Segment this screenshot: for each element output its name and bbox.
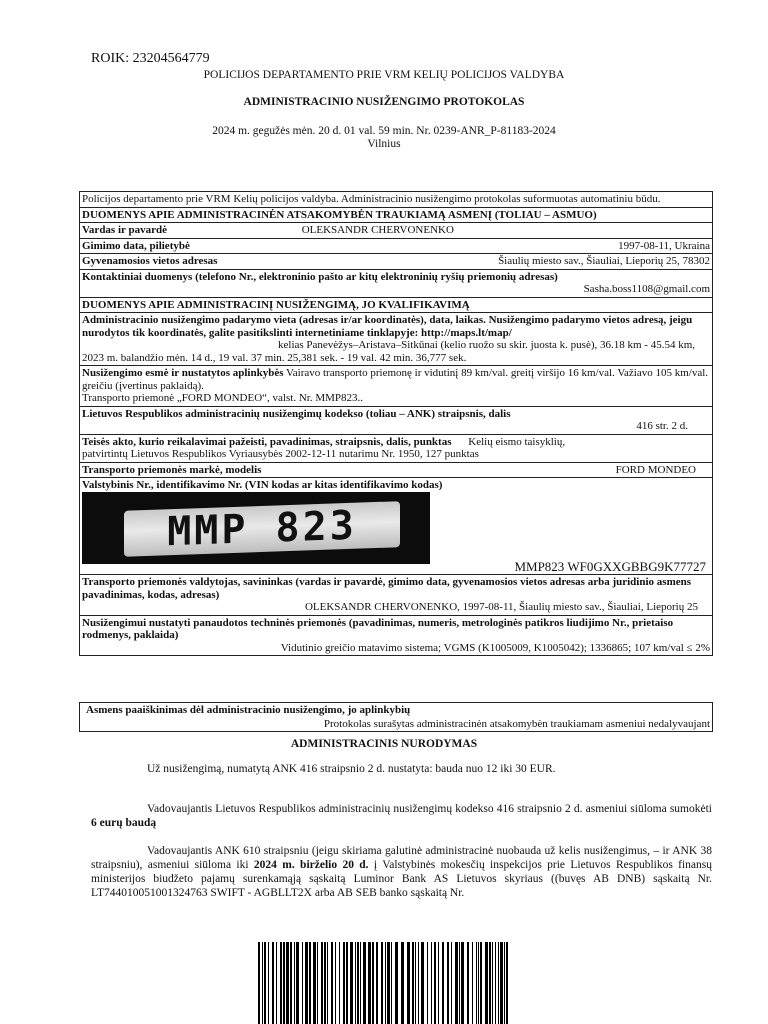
- barcode-bar: [321, 942, 323, 1024]
- license-plate-photo: [82, 492, 430, 564]
- barcode-bar: [381, 942, 383, 1024]
- barcode-bar: [343, 942, 345, 1024]
- intro-text: Policijos departamento prie VRM Kelių policijos valdyba. Administracinio nusižengimo protokolas suformuotas automatiniu būdu.: [82, 193, 661, 205]
- legal-value: Kelių eismo taisyklių,: [468, 435, 566, 448]
- barcode-bar: [461, 942, 464, 1024]
- barcode-bar: [451, 942, 452, 1024]
- barcode-bar: [327, 942, 328, 1024]
- owner-row: [80, 575, 712, 616]
- barcode-bar: [415, 942, 416, 1024]
- barcode-bar: [339, 942, 340, 1024]
- place-label: Administracinio nusižengimo padarymo vieta (adresas ir/ar koordinatės), data, laikas. Nusižengimo padarymo vietos adresą, jeigu nurodytos tik koordinatės, galite pasitikslinti internetiniame tinklapyje: http://maps.lt/map/: [82, 314, 693, 339]
- barcode-bar: [360, 942, 361, 1024]
- barcode-bar: [467, 942, 469, 1024]
- offence-section-header: DUOMENYS APIE ADMINISTRACINĮ NUSIŽENGIMĄ, JO KVALIFIKAVIMĄ: [80, 298, 712, 314]
- address-value: Šiaulių miesto sav., Šiauliai, Lieporių 25, 78302: [498, 255, 710, 267]
- barcode-bar: [412, 942, 414, 1024]
- address-label: Gyvenamosios vietos adresas: [82, 255, 218, 267]
- barcode-bar: [421, 942, 424, 1024]
- barcode-bar: [376, 942, 378, 1024]
- device-row: [80, 616, 712, 656]
- owner-value: OLEKSANDR CHERVONENKO, 1997-08-11, Šiaulių miesto sav., Šiauliai, Lieporių 25: [304, 601, 698, 613]
- barcode-bar: [335, 942, 336, 1024]
- barcode-bar: [407, 942, 410, 1024]
- barcode-bar: [286, 942, 289, 1024]
- payment-text-1: Vadovaujantis ANK 610 straipsniu (jeigu skiriama galutinė administracinė nuobauda už kelis nusižengimus, – ir ANK 38 straipsniu), asmeniui siūloma iki: [91, 845, 712, 871]
- barcode-bar: [313, 942, 316, 1024]
- barcode-bar: [427, 942, 428, 1024]
- barcode-bar: [355, 942, 356, 1024]
- barcode-bar: [309, 942, 311, 1024]
- owner-label: Transporto priemonės valdytojas, savininkas (vardas ir pavardė, gimimo data, gyvenamosios vietos adresas arba juridinio asmens pavadinimas, kodas, adresas): [82, 576, 692, 601]
- essence-vehicle: Transporto priemonė „FORD MONDEO“, valst. Nr. MMP823..: [82, 392, 364, 404]
- place-value: kelias Panevėžys–Aristava–Sitkūnai (kelio ruožo su skir. juosta k. pusė), 36.18 km - 45.54 km, 2023 m. balandžio mėn. 14 d., 19 val. 37 min. 25,381 sek. - 19 val. 42 min. 36,777 sek.: [82, 339, 696, 364]
- barcode-bar: [506, 942, 508, 1024]
- barcode-bar: [472, 942, 473, 1024]
- barcode-bar: [385, 942, 386, 1024]
- explanation-label: Asmens paaiškinimas dėl administracinio nusižengimo, jo aplinkybių: [86, 704, 411, 716]
- barcode-bar: [276, 942, 277, 1024]
- barcode-bar: [480, 942, 482, 1024]
- barcode-bar: [258, 942, 260, 1024]
- explanation-box: [79, 702, 713, 732]
- barcode-bar: [387, 942, 390, 1024]
- name-row: [80, 223, 712, 239]
- barcode-bar: [489, 942, 491, 1024]
- contacts-value: Sasha.boss1108@gmail.com: [583, 283, 710, 295]
- barcode-bar: [391, 942, 392, 1024]
- penalty-text: Už nusižengimą, numatytą ANK 416 straipsnio 2 d. nustatyta: bauda nuo 12 iki 30 EUR.: [147, 763, 556, 775]
- barcode-bar: [302, 942, 303, 1024]
- barcode-bar: [350, 942, 353, 1024]
- barcode-bar: [401, 942, 404, 1024]
- barcode-bar: [268, 942, 269, 1024]
- payment-deadline: 2024 m. birželio 20 d.: [253, 859, 369, 871]
- contacts-row: [80, 270, 712, 298]
- device-value: Vidutinio greičio matavimo sistema; VGMS (K1005009, K1005042); 1336865; 107 km/val ≤ 2%: [280, 641, 710, 654]
- device-label: Nusižengimui nustatyti panaudotos techninės priemonės (pavadinimas, numeris, metrologinės patikros liudijimo Nr., prietaiso rodmenys, paklaida): [82, 616, 674, 641]
- address-row: [80, 254, 712, 270]
- barcode-bar: [492, 942, 493, 1024]
- barcode-bar: [459, 942, 460, 1024]
- document-title: ADMINISTRACINIO NUSIŽENGIMO PROTOKOLAS: [243, 96, 525, 108]
- essence-value: Vairavo transporto priemonę ir vidutinį 89 km/val. greitį viršijo 16 km/val. Važiavo 105 km/val. greičiu (įvertinus paklaidą).: [82, 367, 709, 392]
- barcode-bar: [272, 942, 274, 1024]
- barcode-bar: [447, 942, 449, 1024]
- name-label: Vardas ir pavardė: [82, 224, 167, 236]
- protocol-table: [79, 191, 713, 656]
- offer-text: Vadovaujantis Lietuvos Respublikos administracinių nusižengimų kodekso 416 straipsnio 2 d. asmeniui siūloma sumokėti: [147, 803, 712, 815]
- barcode-bar: [372, 942, 374, 1024]
- barcode-bar: [485, 942, 488, 1024]
- barcode-bar: [478, 942, 479, 1024]
- order-title: ADMINISTRACINIS NURODYMAS: [290, 738, 478, 750]
- name-value: OLEKSANDR CHERVONENKO: [301, 224, 454, 236]
- offer-paragraph: [91, 802, 712, 830]
- barcode: [258, 942, 510, 1024]
- plate-image-text: MMP 823: [124, 501, 400, 557]
- make-row: [80, 463, 712, 479]
- essence-row: [80, 366, 712, 407]
- barcode-bar: [357, 942, 359, 1024]
- barcode-bar: [442, 942, 444, 1024]
- person-section-header: DUOMENYS APIE ADMINISTRACINĖN ATSAKOMYBĖN TRAUKIAMĄ ASMENĮ (TOLIAU – ASMUO): [80, 208, 712, 224]
- barcode-bar: [294, 942, 295, 1024]
- barcode-bar: [317, 942, 318, 1024]
- dob-value: 1997-08-11, Ukraina: [618, 239, 710, 252]
- roik-number: ROIK: 23204564779: [91, 51, 210, 66]
- plate-label: Valstybinis Nr., identifikavimo Nr. (VIN kodas ar kitas identifikavimo kodas): [82, 479, 443, 491]
- payment-paragraph: [91, 844, 712, 900]
- barcode-bar: [331, 942, 333, 1024]
- barcode-bar: [498, 942, 499, 1024]
- date-line: 2024 m. gegužės mėn. 20 d. 01 val. 59 min. Nr. 0239-ANR_P-81183-2024: [212, 125, 556, 137]
- barcode-bar: [504, 942, 505, 1024]
- barcode-bar: [476, 942, 477, 1024]
- explanation-value: Protokolas surašytas administracinėn atsakomybėn traukiamam asmeniui nedalyvaujant: [323, 717, 710, 730]
- city: Vilnius: [367, 138, 401, 150]
- legal-label: Teisės akto, kurio reikalavimai pažeisti, pavadinimas, straipsnis, dalis, punktas: [82, 435, 452, 448]
- barcode-bar: [368, 942, 371, 1024]
- barcode-bar: [290, 942, 292, 1024]
- barcode-bar: [418, 942, 419, 1024]
- penalty-paragraph: [91, 762, 712, 776]
- barcode-bar: [283, 942, 285, 1024]
- make-label: Transporto priemonės markė, modelis: [82, 463, 262, 476]
- contacts-label: Kontaktiniai duomenys (telefono Nr., elektroninio pašto ar kitų elektroninių ryšių priemonių adresas): [82, 270, 558, 283]
- barcode-bar: [262, 942, 263, 1024]
- ank-value: 416 str. 2 d.: [636, 420, 688, 432]
- legal-continuation: patvirtintų Lietuvos Respublikos Vyriausybės 2002-12-11 nutarimu Nr. 1950, 127 punktas: [82, 448, 479, 460]
- barcode-bar: [500, 942, 503, 1024]
- barcode-bar: [346, 942, 348, 1024]
- barcode-bar: [264, 942, 266, 1024]
- barcode-bar: [438, 942, 439, 1024]
- barcode-bar: [395, 942, 398, 1024]
- offer-amount: 6 eurų baudą: [91, 817, 157, 829]
- department-name: POLICIJOS DEPARTAMENTO PRIE VRM KELIŲ POLICIJOS VALDYBA: [203, 69, 565, 81]
- dob-row: [80, 239, 712, 255]
- barcode-bar: [324, 942, 326, 1024]
- ank-row: [80, 407, 712, 435]
- barcode-bar: [296, 942, 299, 1024]
- barcode-bar: [434, 942, 436, 1024]
- barcode-bar: [431, 942, 432, 1024]
- plate-value: MMP823 WF0GXXGBBG9K77727: [514, 558, 706, 574]
- payment-text-2: į Valstybinės mokesčių inspekcijos prie Lietuvos Respublikos finansų ministerijos biudžeto pajamų surenkamąją sąskaitą Luminor Bank AS Lietuvos skyriaus ((buvęs AB DNB) sąskaitą Nr. LT744010051001324763 SWIFT - AGBLLT2X arba AB SEB banko sąskaitą Nr.: [91, 859, 713, 899]
- essence-label: Nusižengimo esmė ir nustatytos aplinkybės: [82, 367, 284, 379]
- legal-row: [80, 435, 712, 463]
- intro-row: [80, 192, 712, 208]
- barcode-bar: [305, 942, 308, 1024]
- place-row: [80, 313, 712, 366]
- barcode-bar: [363, 942, 366, 1024]
- ank-label: Lietuvos Respublikos administracinių nusižengimų kodekso (toliau – ANK) straipsnis, dalis: [82, 407, 511, 420]
- barcode-bar: [280, 942, 282, 1024]
- dob-label: Gimimo data, pilietybė: [82, 239, 190, 252]
- make-value: FORD MONDEO: [615, 463, 696, 476]
- barcode-bar: [455, 942, 458, 1024]
- plate-row: [80, 478, 712, 575]
- barcode-bar: [495, 942, 496, 1024]
